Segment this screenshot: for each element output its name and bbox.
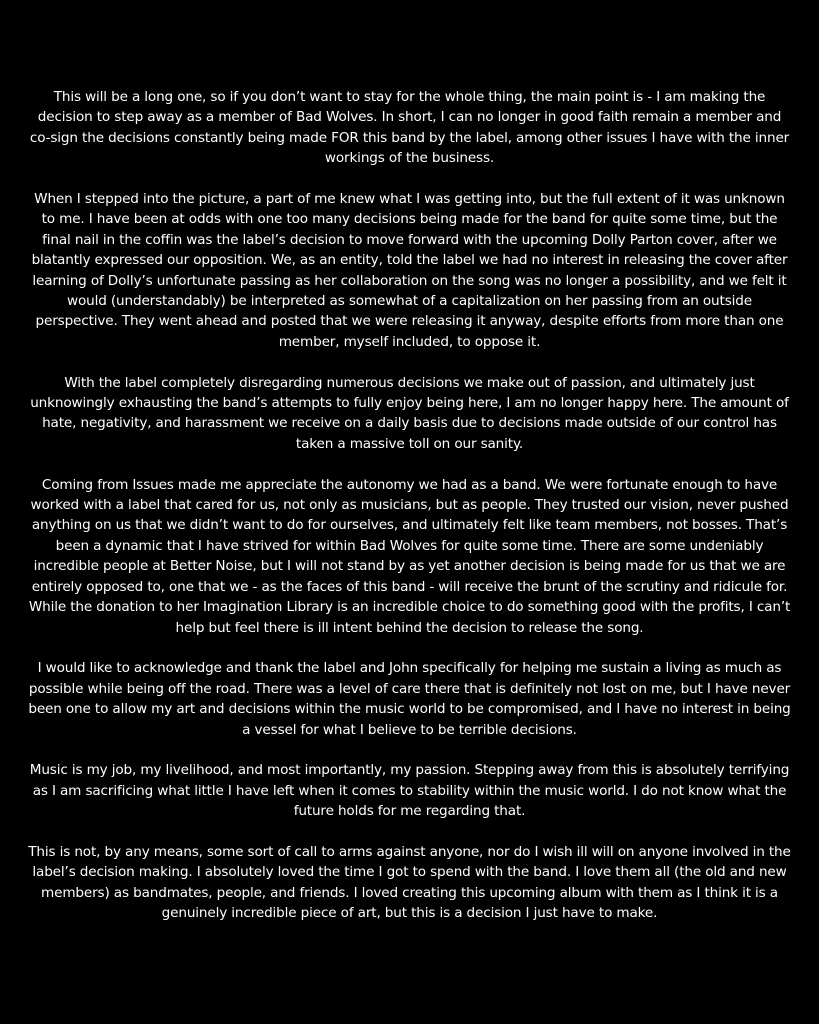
paragraph-no-longer-happy: With the label completely disregarding numerous decisions we make out of passion, and ultimately just unknowingly exhausting the band’s attempts to fully enjoy being here, I am no longer happy here. The amount of hate, negativity, and harassment we receive on a daily basis due to decisions made outside of our control has taken a massive toll on our sanity. bbox=[30, 374, 789, 452]
paragraph-music-passion: Music is my job, my livelihood, and most importantly, my passion. Stepping away from this is absolutely terrifying as I am sacrificing what little I have left when it comes to stability within the music world. I do not know what the future holds for me regarding that. bbox=[29, 762, 790, 820]
paragraph-main-point: This will be a long one, so if you don’t want to stay for the whole thing, the main point is - I am making the decision to step away as a member of Bad Wolves. In short, I can no longer in good faith remain a member and co-sign the decisions constantly being made FOR this band by the label, among other issues I have with the inner workings of the business. bbox=[29, 89, 790, 167]
paragraph-closing: This is not, by any means, some sort of call to arms against anyone, nor do I wish ill will on anyone involved in the label’s decision making. I absolutely loved the time I got to spend with the band. I love them all (the old and new members) as bandmates, people, and friends. I loved creating this upcoming album with them as I think it is a genuinely incredible piece of art, but this is a decision I just have to make. bbox=[28, 843, 791, 922]
paragraph-thanks-label: I would like to acknowledge and thank the label and John specifically for helping me sustain a living as much as possible while being off the road. There was a level of care there that is definitely not lost on me, but I have never been one to allow my art and decisions within the music world to be compromised, and I have no interest in being a vessel for what I believe to be terrible decisions. bbox=[28, 660, 791, 738]
statement-text-block bbox=[28, 87, 791, 924]
paragraph-issues-autonomy: Coming from Issues made me appreciate the autonomy we had as a band. We were fortunate enough to have worked with a label that cared for us, not only as musicians, but as people. They trusted our vision, never pushed anything on us that we didn’t want to do for ourselves, and ultimately felt like team members, not bosses. That’s been a dynamic that I have strived for within Bad Wolves for quite some time. There are some undeniably incredible people at Better Noise, but I will not stand by as yet another decision is being made for us that we are entirely opposed to, one that we - as the faces of this band - will receive the brunt of the scrutiny and ridicule for. While the donation to her Imagination Library is an incredible choice to do something good with the profits, I can’t help but feel there is ill intent behind the decision to release the song. bbox=[28, 476, 791, 636]
paragraph-label-decision: When I stepped into the picture, a part of me knew what I was getting into, but the full extent of it was unknown to me. I have been at odds with one too many decisions being made for the band for quite some time, but the final nail in the coffin was the label’s decision to move forward with the upcoming Dolly Parton cover, after we blatantly expressed our opposition. We, as an entity, told the label we had no interest in releasing the cover after learning of Dolly’s unfortunate passing as her collaboration on the song was no longer a possibility, and we felt it would (understandably) be interpreted as somewhat of a capitalization on her passing from an outside perspective. They went ahead and posted that we were releasing it anyway, despite efforts from more than one member, myself included, to oppose it. bbox=[31, 191, 788, 350]
